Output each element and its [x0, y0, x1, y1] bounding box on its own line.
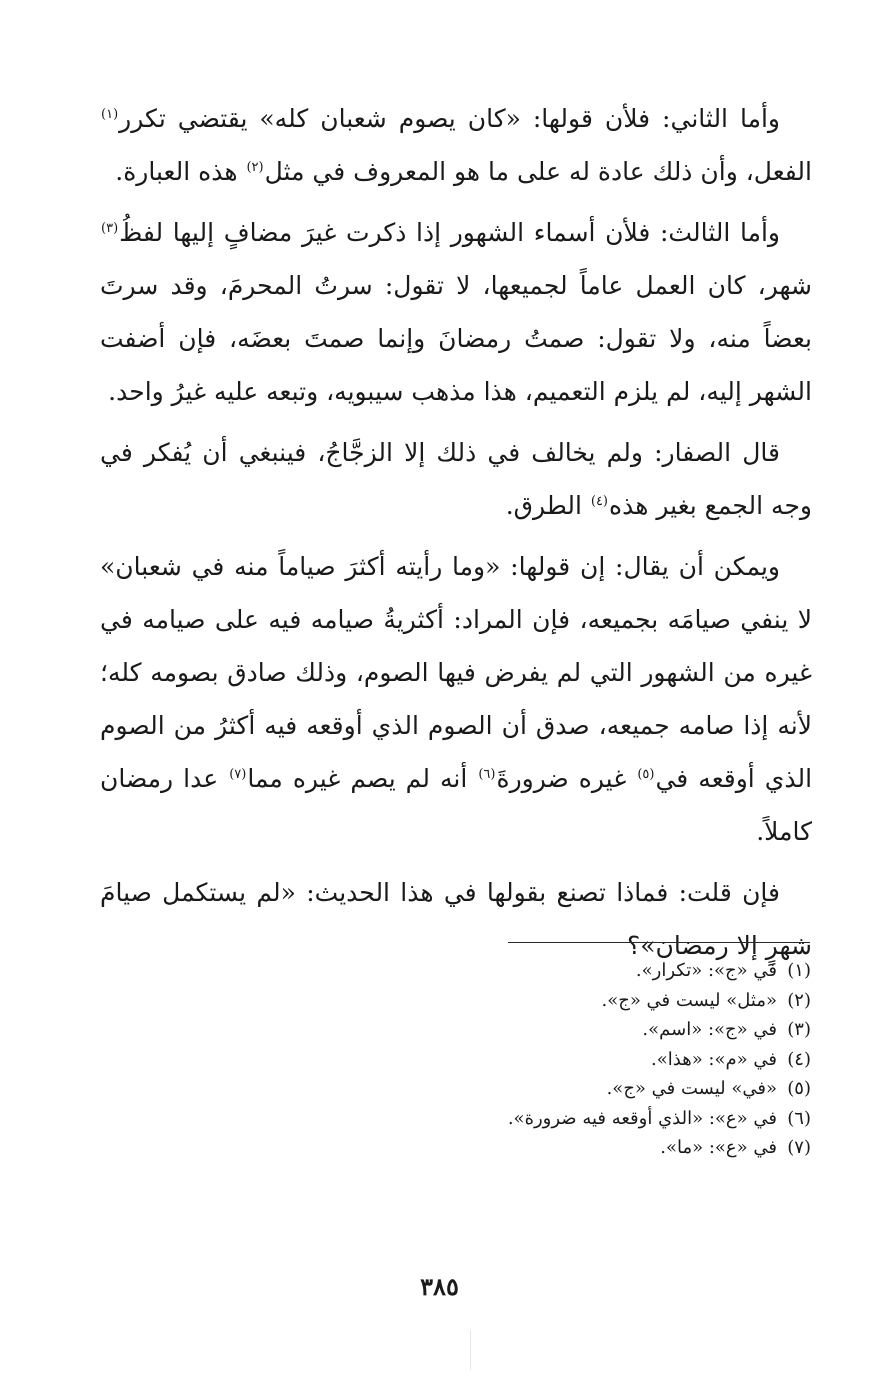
- footnote-number: (٢): [787, 989, 811, 1011]
- footnote-item: [251, 1074, 811, 1104]
- footnote-reference: (٧): [229, 766, 247, 782]
- footnote-reference: (٥): [637, 766, 655, 782]
- footnote-text: في «ع»: «ما».: [660, 1137, 777, 1158]
- footnote-item: [251, 956, 811, 986]
- footnote-reference: (٢): [246, 159, 264, 175]
- paragraph: [100, 206, 812, 418]
- footnote-item: [251, 1104, 811, 1134]
- footnotes-section: [251, 956, 811, 1163]
- footnote-number: (١): [787, 960, 811, 981]
- paragraph-text: ويمكن أن يقال: إن قولها: «وما رأيته أكثرَ صياماً منه في شعبان» لا ينفي صيامَه بجميعه، فإن المراد: أكثريةُ صيامه فيه على صيامه في غيره من الشهور التي لم يفرض فيها الصوم، وذلك صادق بصومه كله؛ لأنه إذا صامه جميعه، صدق أن الصوم الذي أوقعه فيه أكثرُ من الصوم الذي أوقعه في: [100, 552, 813, 793]
- paragraph-text: قال الصفار: ولم يخالف في ذلك إلا الزجَّاجُ، فينبغي أن يُفكر في وجه الجمع بغير هذه: [100, 438, 812, 520]
- footnote-item: [251, 1015, 811, 1045]
- footnote-text: في «ج»: «اسم».: [642, 1019, 777, 1040]
- footnote-text: «مثل» ليست في «ج».: [601, 989, 777, 1011]
- page-number: ٣٨٥: [420, 1272, 459, 1301]
- footnote-number: (٤): [787, 1048, 811, 1070]
- footnote-text: في «ج»: «تكرار».: [635, 960, 777, 981]
- footnote-text: في «ع»: «الذي أوقعه فيه ضرورة».: [507, 1107, 777, 1129]
- paragraph-text: أنه لم يصم غيره مما: [247, 764, 478, 793]
- footnote-reference: (٦): [478, 766, 496, 782]
- scan-artifact-line: [470, 1330, 471, 1370]
- footnote-reference: (١): [101, 106, 119, 122]
- footnote-item: [251, 1133, 811, 1163]
- paragraph-text: غيره ضرورةَ: [496, 764, 637, 793]
- paragraph: [100, 540, 812, 858]
- paragraph-text: شهر، كان العمل عاماً لجميعها، لا تقول: سرتُ المحرمَ، وقد سرتَ بعضاً منه، ولا تقول: صمتُ رمضانَ وإنما صمتَ بعضَه، فإن أضفت الشهر إليه، لم يلزم التعميم، هذا مذهب سيبويه، وتبعه عليه غيرُ واحد.: [100, 271, 812, 406]
- footnote-number: (٥): [787, 1078, 811, 1099]
- paragraph-text: الطرق.: [505, 491, 590, 520]
- main-body-text: [100, 92, 812, 980]
- footnote-number: (٣): [787, 1019, 811, 1040]
- paragraph-text: الفعل، وأن ذلك عادة له على ما هو المعروف في مثل: [264, 157, 812, 186]
- footnote-item: [251, 1045, 811, 1075]
- paragraph-text: فإن قلت: فماذا تصنع بقولها في هذا الحديث: «لم يستكمل صيامَ شهرٍ إلا رمضان»؟: [100, 878, 812, 960]
- footnote-number: (٧): [787, 1137, 811, 1158]
- footnote-reference: (٣): [101, 220, 119, 236]
- paragraph: [100, 92, 812, 198]
- paragraph-text: وأما الثاني: فلأن قولها: «كان يصوم شعبان كله» يقتضي تكرر: [119, 104, 780, 133]
- footnote-reference: (٤): [590, 493, 608, 509]
- paragraph-text: هذه العبارة.: [115, 157, 246, 186]
- paragraph-text: عدا رمضان كاملاً.: [100, 764, 812, 846]
- paragraph-text: وأما الثالث: فلأن أسماء الشهور إذا ذكرت غيرَ مضافٍ إليها لفظُ: [119, 218, 780, 247]
- footnote-item: [251, 986, 811, 1016]
- footnote-text: «في» ليست في «ج».: [606, 1078, 777, 1099]
- footnote-number: (٦): [787, 1107, 811, 1129]
- footnote-separator-rule: [508, 942, 810, 943]
- paragraph: [100, 426, 812, 532]
- footnote-text: في «م»: «هذا».: [651, 1048, 777, 1070]
